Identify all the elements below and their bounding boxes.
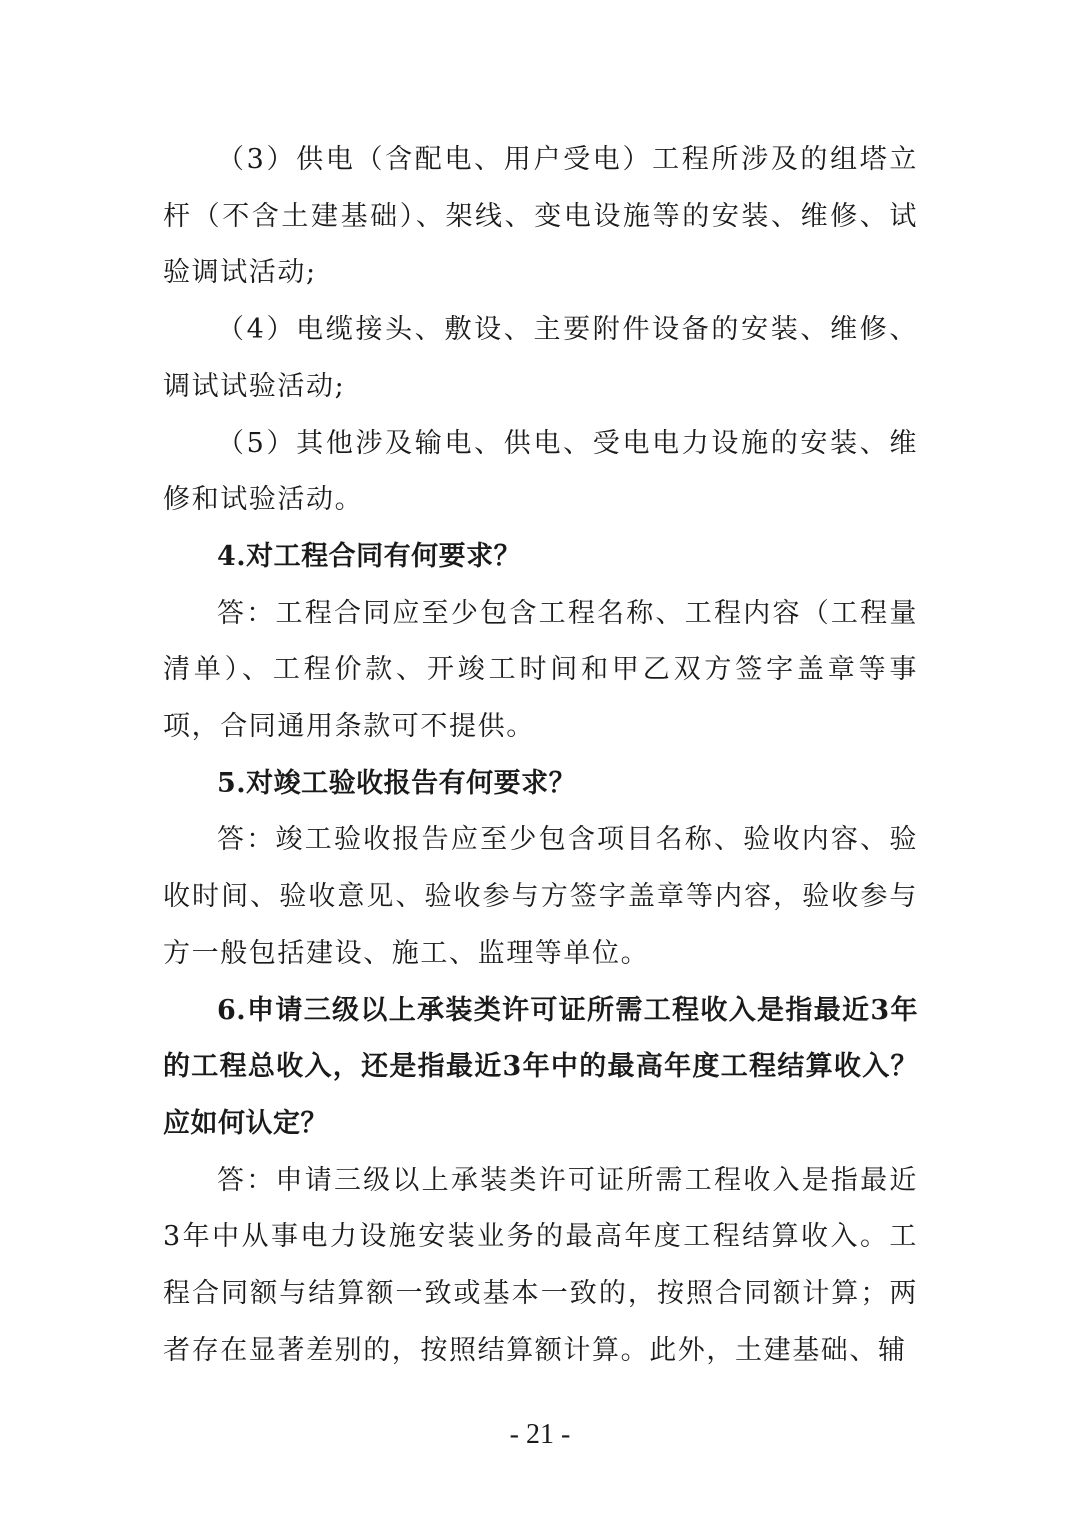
question-heading-5: 5.对竣工验收报告有何要求？ <box>217 767 577 799</box>
answer-paragraph-5: 答：竣工验收报告应至少包含项目名称、验收内容、验收时间、验收意见、验收参与方签字盖章等内容，验收参与方一般包括建设、施工、监理等单位。 <box>163 824 918 969</box>
list-item-3: （3）供电（含配电、用户受电）工程所涉及的组塔立杆（不含土建基础）、架线、变电设施等的安装、维修、试验调试活动; <box>163 144 918 289</box>
answer-paragraph-4: 答：工程合同应至少包含工程名称、工程内容（工程量清单）、工程价款、开竣工时间和甲乙双方签字盖章等事项，合同通用条款可不提供。 <box>163 597 918 743</box>
list-item-5: （5）其他涉及输电、供电、受电电力设施的安装、维修和试验活动。 <box>163 427 918 516</box>
list-item-4: （4）电缆接头、敷设、主要附件设备的安装、维修、调试试验活动; <box>163 314 918 402</box>
question-heading-6: 6.申请三级以上承装类许可证所需工程收入是指最近3年的工程总收入，还是指最近3年中的最高年度工程结算收入？应如何认定？ <box>163 994 918 1139</box>
page-body <box>163 132 918 1379</box>
answer-paragraph-6: 答：申请三级以上承装类许可证所需工程收入是指最近3年中从事电力设施安装业务的最高年度工程结算收入。工程合同额与结算额一致或基本一致的，按照合同额计算；两者存在显著差别的，按照结算额计算。此外，土建基础、辅 <box>163 1164 918 1366</box>
question-heading-4: 4.对工程合同有何要求？ <box>217 540 522 572</box>
page-number: - 21 - <box>509 1419 571 1450</box>
